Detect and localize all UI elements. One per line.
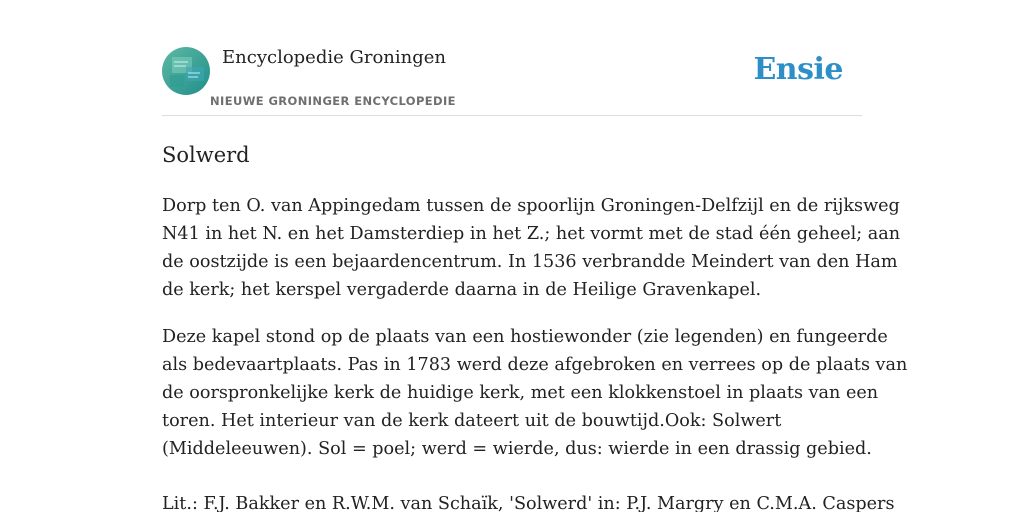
text-line: Lit.: F.J. Bakker en R.W.M. van Schaïk, 'Solwerd' in: P.J. Margry en C.M.A. Caspers <box>162 494 895 512</box>
site-title[interactable]: Encyclopedie Groningen <box>222 47 447 68</box>
site-header <box>162 46 862 116</box>
text-line: Dorp ten O. van Appingedam tussen de spoorlijn Groningen-Delfzijl en de rijksweg <box>162 196 900 216</box>
text-line: N41 in het N. en het Damsterdiep in het Z.; het vormt met de stad één geheel; aan <box>162 224 901 244</box>
text-line: de oostzijde is een bejaardencentrum. In 1536 verbrandde Meindert van den Ham <box>162 252 898 272</box>
article-paragraph <box>162 323 908 463</box>
article-paragraph <box>162 192 901 304</box>
site-subtitle: NIEUWE GRONINGER ENCYCLOPEDIE <box>210 94 456 108</box>
article-title: Solwerd <box>162 143 250 167</box>
text-line: toren. Het interieur van de kerk dateert uit de bouwtijd.Ook: Solwert <box>162 411 782 431</box>
text-line: (Middeleeuwen). Sol = poel; werd = wierde, dus: wierde in een drassig gebied. <box>162 439 872 459</box>
article-body <box>162 192 908 512</box>
literature-paragraph <box>162 490 895 512</box>
text-line: als bedevaartplaats. Pas in 1783 werd deze afgebroken en verrees op de plaats van <box>162 355 908 375</box>
header-divider <box>162 115 862 116</box>
encyclopedie-groningen-logo-icon[interactable] <box>162 47 210 95</box>
text-line: de oorspronkelijke kerk de huidige kerk, met een klokkenstoel in plaats van een <box>162 383 879 403</box>
ensie-brand-logo[interactable]: Ensie <box>753 52 843 87</box>
text-line: Deze kapel stond op de plaats van een hostiewonder (zie legenden) en fungeerde <box>162 327 888 347</box>
text-line: de kerk; het kerspel vergaderde daarna in de Heilige Gravenkapel. <box>162 280 762 300</box>
